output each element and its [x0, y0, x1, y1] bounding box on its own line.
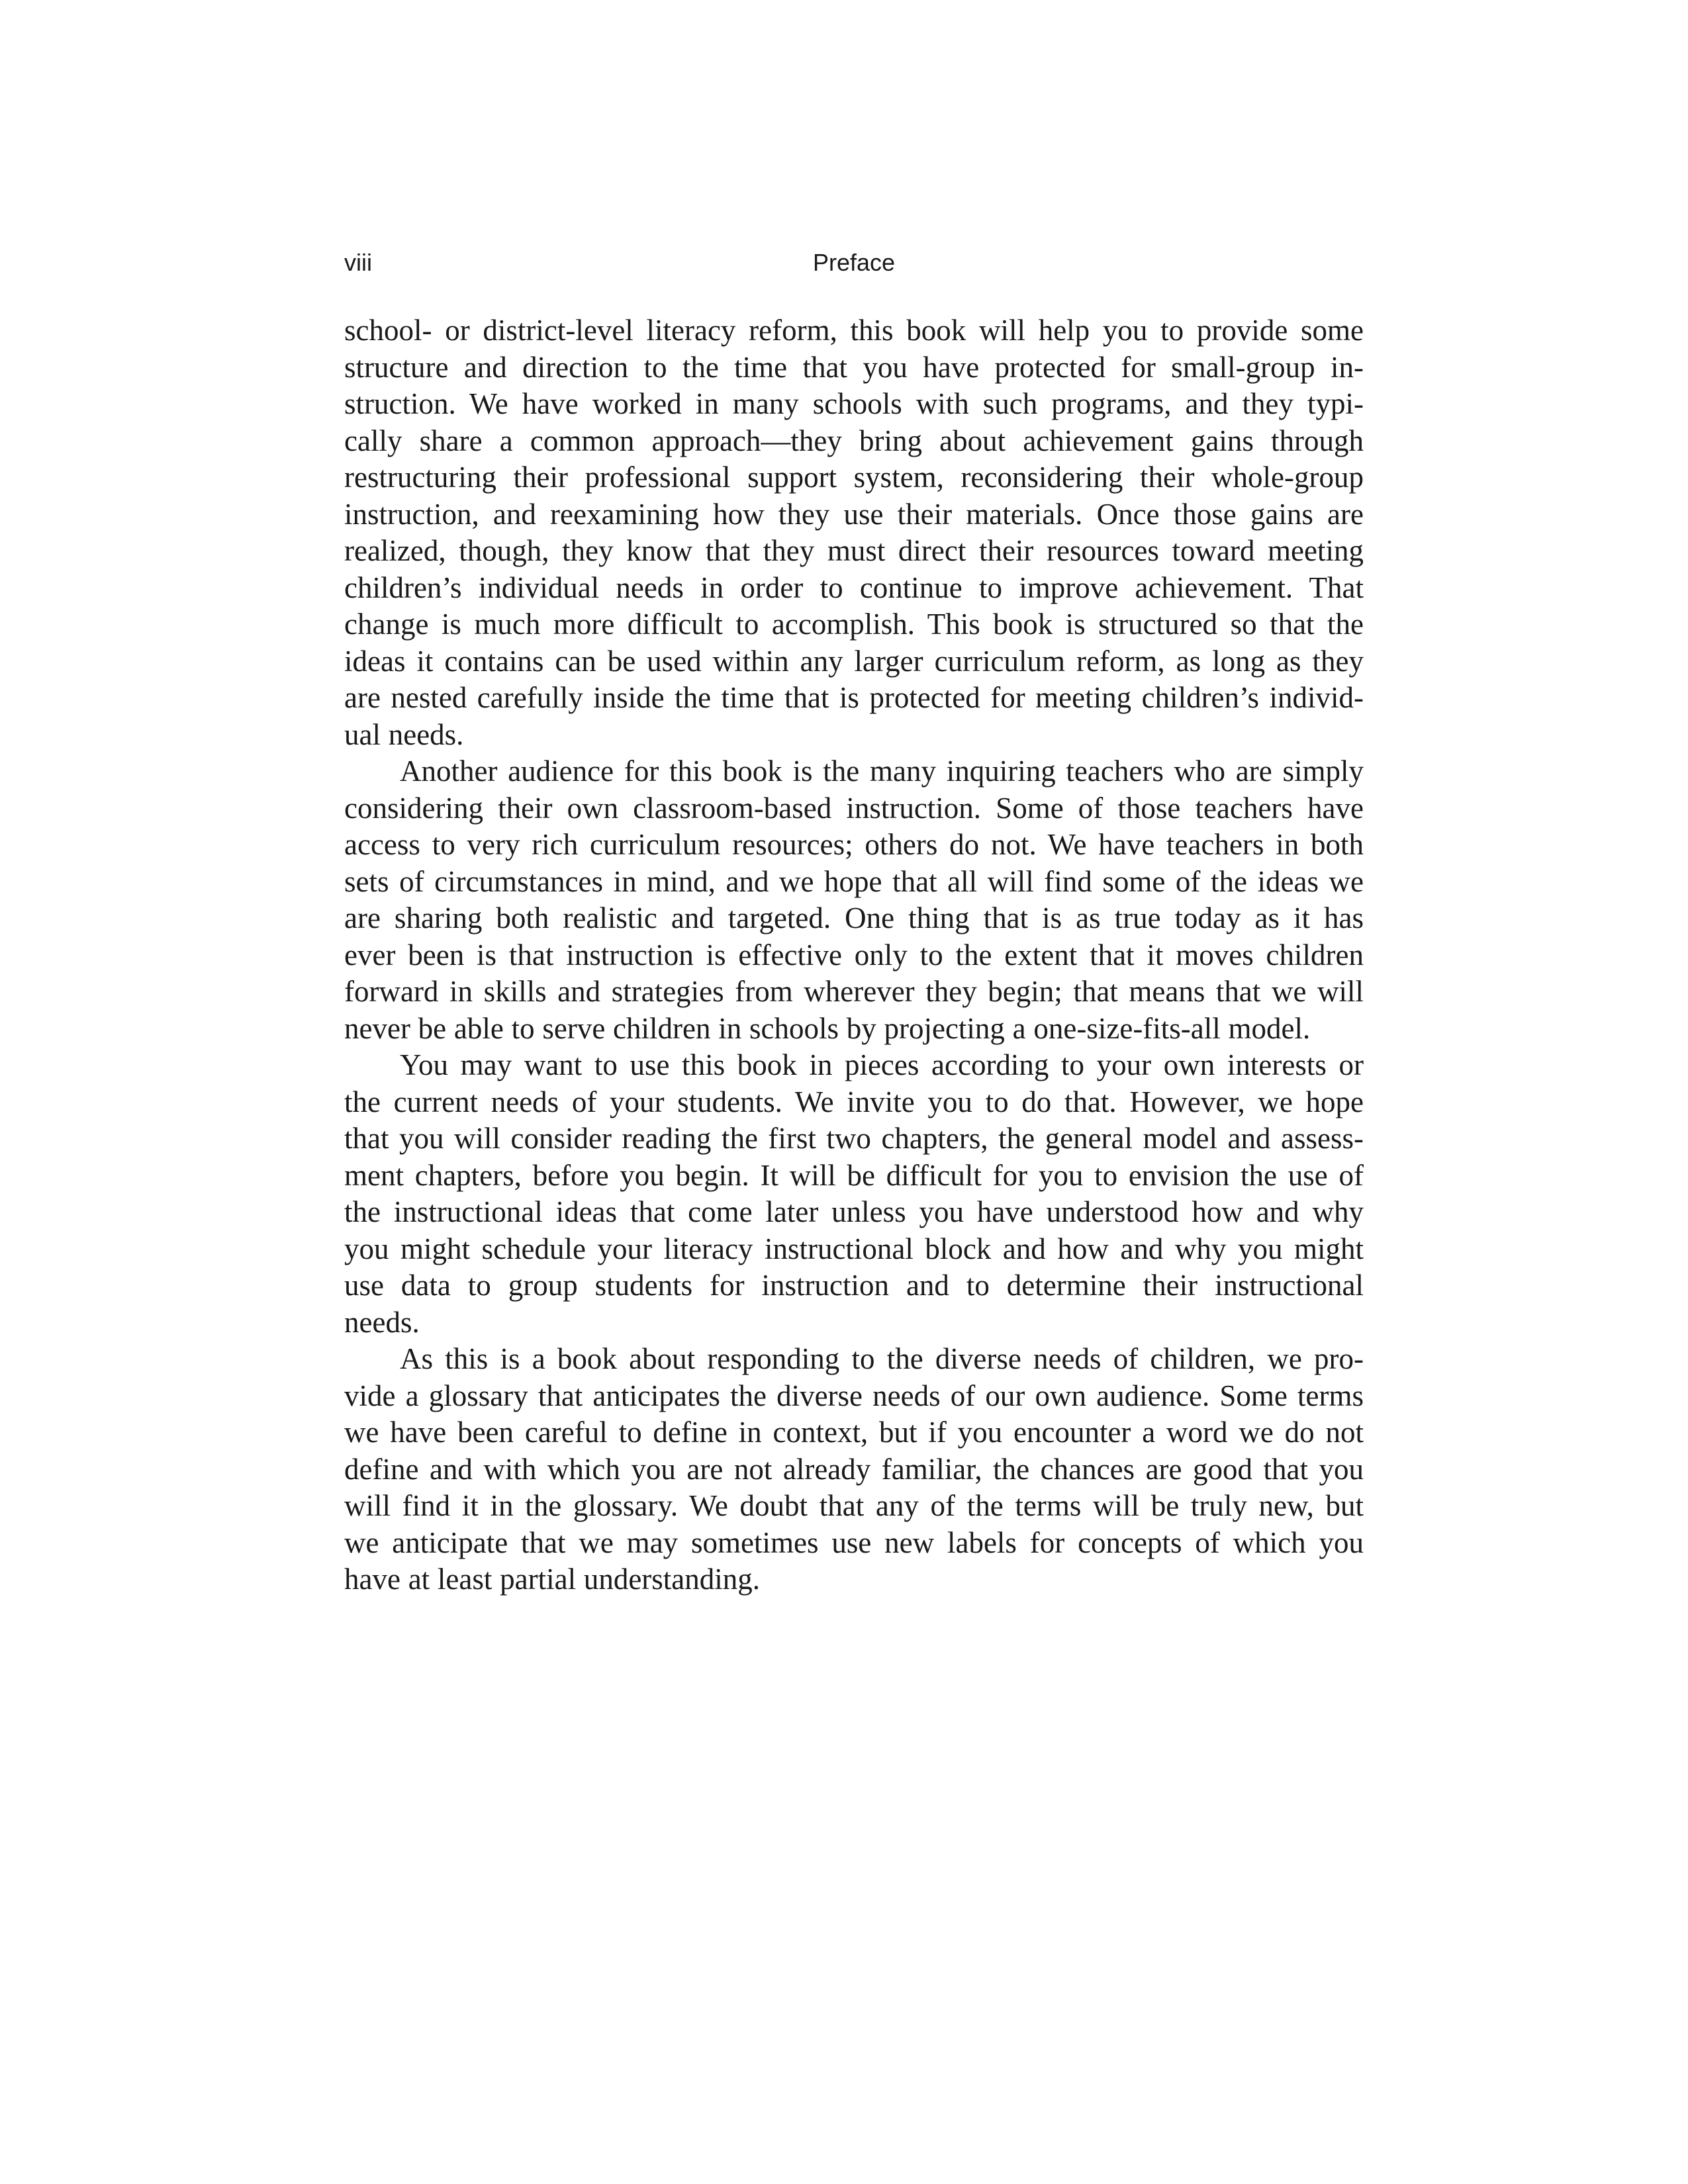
- text-line: never be able to serve children in schools by projecting a one-size-fits-all model.: [344, 1011, 1311, 1045]
- paragraph-4: [344, 1341, 1364, 1598]
- text-line: the current needs of your students. We invite you to do that. However, we hope: [344, 1085, 1364, 1118]
- text-line: are nested carefully inside the time that is protected for meeting children’s individ-: [344, 681, 1364, 714]
- text-line: we anticipate that we may sometimes use new labels for concepts of which you: [344, 1525, 1364, 1559]
- text-line: instruction, and reexamining how they use their materials. Once those gains are: [344, 497, 1364, 531]
- text-line: forward in skills and strategies from wherever they begin; that means that we will: [344, 975, 1364, 1008]
- page-number: viii: [344, 249, 372, 276]
- text-line: change is much more difficult to accomplish. This book is structured so that the: [344, 608, 1364, 641]
- text-line: school- or district-level literacy reform, this book will help you to provide some: [344, 314, 1364, 347]
- text-line: vide a glossary that anticipates the diverse needs of our own audience. Some terms: [344, 1379, 1364, 1412]
- text-line: As this is a book about responding to the diverse needs of children, we pro-: [400, 1342, 1364, 1375]
- text-line: sets of circumstances in mind, and we hope that all will find some of the ideas we: [344, 864, 1364, 898]
- paragraph-1: [344, 312, 1364, 753]
- text-line: ual needs.: [344, 717, 464, 751]
- text-line: structure and direction to the time that you have protected for small-group in-: [344, 350, 1364, 384]
- text-line: have at least partial understanding.: [344, 1563, 761, 1596]
- running-head: [344, 246, 1364, 279]
- text-line: define and with which you are not already familiar, the chances are good that you: [344, 1452, 1364, 1486]
- text-line: that you will consider reading the first two chapters, the general model and assess-: [344, 1122, 1364, 1155]
- running-head-title: Preface: [812, 249, 896, 276]
- paragraph-3: [344, 1047, 1364, 1341]
- body-text: [344, 312, 1364, 1598]
- text-line: You may want to use this book in pieces according to your own interests or: [400, 1048, 1364, 1081]
- text-line: use data to group students for instruction and to determine their instructional: [344, 1269, 1364, 1302]
- text-line: needs.: [344, 1305, 420, 1339]
- text-line: access to very rich curriculum resources; others do not. We have teachers in both: [344, 828, 1364, 861]
- text-line: struction. We have worked in many schools with such programs, and they typi-: [344, 387, 1364, 420]
- text-line: we have been careful to define in context, but if you encounter a word we do not: [344, 1416, 1364, 1449]
- text-line: ideas it contains can be used within any larger curriculum reform, as long as they: [344, 644, 1364, 678]
- text-line: you might schedule your literacy instructional block and how and why you might: [344, 1232, 1364, 1265]
- text-line: the instructional ideas that come later unless you have understood how and why: [344, 1195, 1364, 1228]
- text-line: ever been is that instruction is effective only to the extent that it moves children: [344, 938, 1364, 972]
- text-line: ment chapters, before you begin. It will be difficult for you to envision the use of: [344, 1158, 1364, 1192]
- text-line: children’s individual needs in order to continue to improve achievement. That: [344, 570, 1364, 604]
- text-line: Another audience for this book is the many inquiring teachers who are simply: [400, 754, 1364, 788]
- text-line: will find it in the glossary. We doubt that any of the terms will be truly new, but: [344, 1489, 1364, 1522]
- text-line: considering their own classroom-based instruction. Some of those teachers have: [344, 791, 1364, 825]
- text-line: cally share a common approach—they bring about achievement gains through: [344, 424, 1364, 457]
- text-line: restructuring their professional support system, reconsidering their whole-group: [344, 461, 1364, 494]
- text-line: are sharing both realistic and targeted. One thing that is as true today as it has: [344, 901, 1364, 934]
- paragraph-2: [344, 753, 1364, 1047]
- text-line: realized, though, they know that they must direct their resources toward meeting: [344, 534, 1364, 567]
